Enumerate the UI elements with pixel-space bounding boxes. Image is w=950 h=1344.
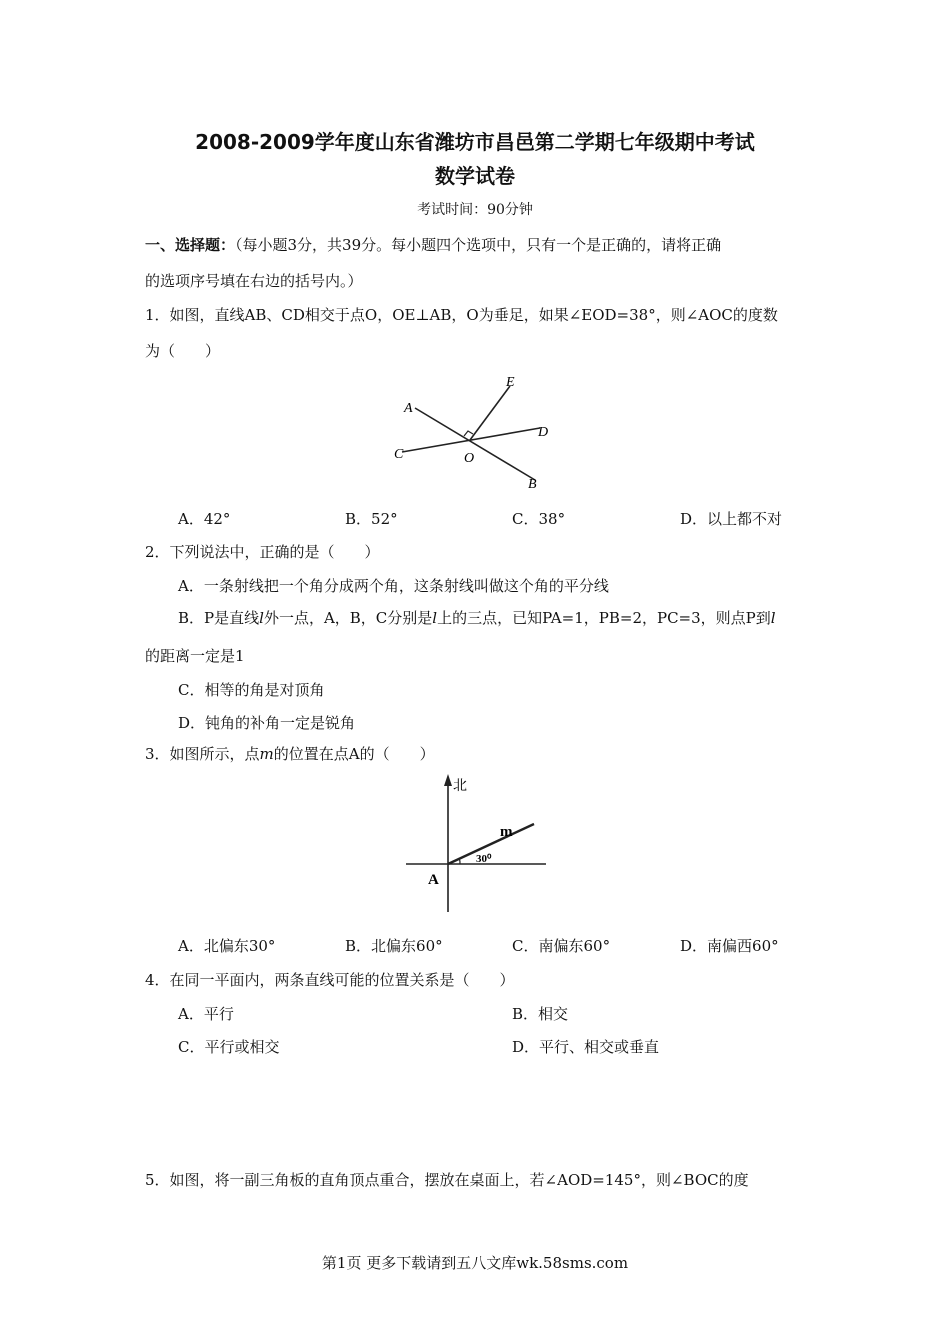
q3-option-a: A．北偏东30°: [178, 937, 276, 955]
q2-option-c: C．相等的角是对顶角: [178, 681, 325, 699]
label-a: A: [404, 401, 413, 416]
q2-stem: 2．下列说法中，正确的是（ ）: [145, 543, 380, 561]
q2-option-a: A．一条射线把一个角分成两个角，这条射线叫做这个角的平分线: [178, 577, 609, 595]
section-instructions: （每小题3分，共39分。每小题四个选项中，只有一个是正确的，请将正确: [235, 236, 722, 254]
north-arrow-icon: [444, 774, 452, 786]
q3-stem: 3．如图所示，点m的位置在点A的（ ）: [145, 745, 435, 763]
q1-option-c: C．38°: [512, 510, 566, 528]
exam-time: 考试时间：90分钟: [417, 202, 533, 218]
document-subtitle: 数学试卷: [435, 164, 515, 188]
q4-option-c: C．平行或相交: [178, 1038, 280, 1056]
q1-option-a: A．42°: [178, 510, 231, 528]
q1-stem-line1: 1．如图，直线AB、CD相交于点O，OE⊥AB，O为垂足，如果∠EOD=38°，则∠AOC的度数: [145, 306, 778, 324]
label-e: E: [506, 375, 515, 390]
q4-option-a: A．平行: [178, 1005, 234, 1023]
line-cd: [402, 428, 540, 452]
q2-option-b-continued: 的距离一定是1: [145, 647, 245, 665]
q3-option-b: B．北偏东60°: [345, 937, 443, 955]
q2-option-b: B．P是直线l外一点，A，B，C分别是l上的三点，已知PA=1，PB=2，PC=3，则点P到l: [178, 609, 776, 627]
section-heading: 一、选择题：: [145, 236, 236, 254]
q1-figure: [390, 370, 560, 495]
label-d: D: [538, 425, 549, 440]
page-footer: 第1页 更多下载请到五八文库wk.58sms.com: [321, 1254, 629, 1272]
q5-stem: 5．如图，将一副三角板的直角顶点重合，摆放在桌面上，若∠AOD=145°，则∠BOC的度: [145, 1171, 749, 1189]
label-a-point: A: [428, 872, 439, 888]
q1-option-b: B．52°: [345, 510, 398, 528]
section-instructions-line1: [145, 234, 721, 255]
label-angle-30: 30⁰: [476, 853, 492, 865]
section-instructions-line2: 的选项序号填在右边的括号内。）: [145, 272, 363, 290]
line-ab: [415, 408, 535, 480]
label-north: 北: [453, 779, 467, 794]
right-angle-mark: [464, 431, 473, 436]
label-o: O: [464, 451, 475, 466]
document-title: 2008-2009学年度山东省潍坊市昌邑第二学期七年级期中考试: [195, 130, 755, 154]
q4-stem: 4．在同一平面内，两条直线可能的位置关系是（ ）: [145, 971, 515, 989]
q3-option-c: C．南偏东60°: [512, 937, 611, 955]
q4-option-d: D．平行、相交或垂直: [512, 1038, 660, 1056]
angle-arc: [459, 858, 460, 864]
q1-option-d: D．以上都不对: [680, 510, 783, 528]
q4-option-b: B．相交: [512, 1005, 569, 1023]
q1-stem-line2: 为（ ）: [145, 342, 221, 360]
label-m: m: [500, 824, 513, 840]
q3-figure: [400, 772, 550, 917]
q3-option-d: D．南偏西60°: [680, 937, 779, 955]
q2-option-d: D．钝角的补角一定是锐角: [178, 714, 356, 732]
label-b: B: [528, 477, 537, 492]
label-c: C: [394, 447, 404, 462]
ray-oe: [470, 386, 510, 440]
